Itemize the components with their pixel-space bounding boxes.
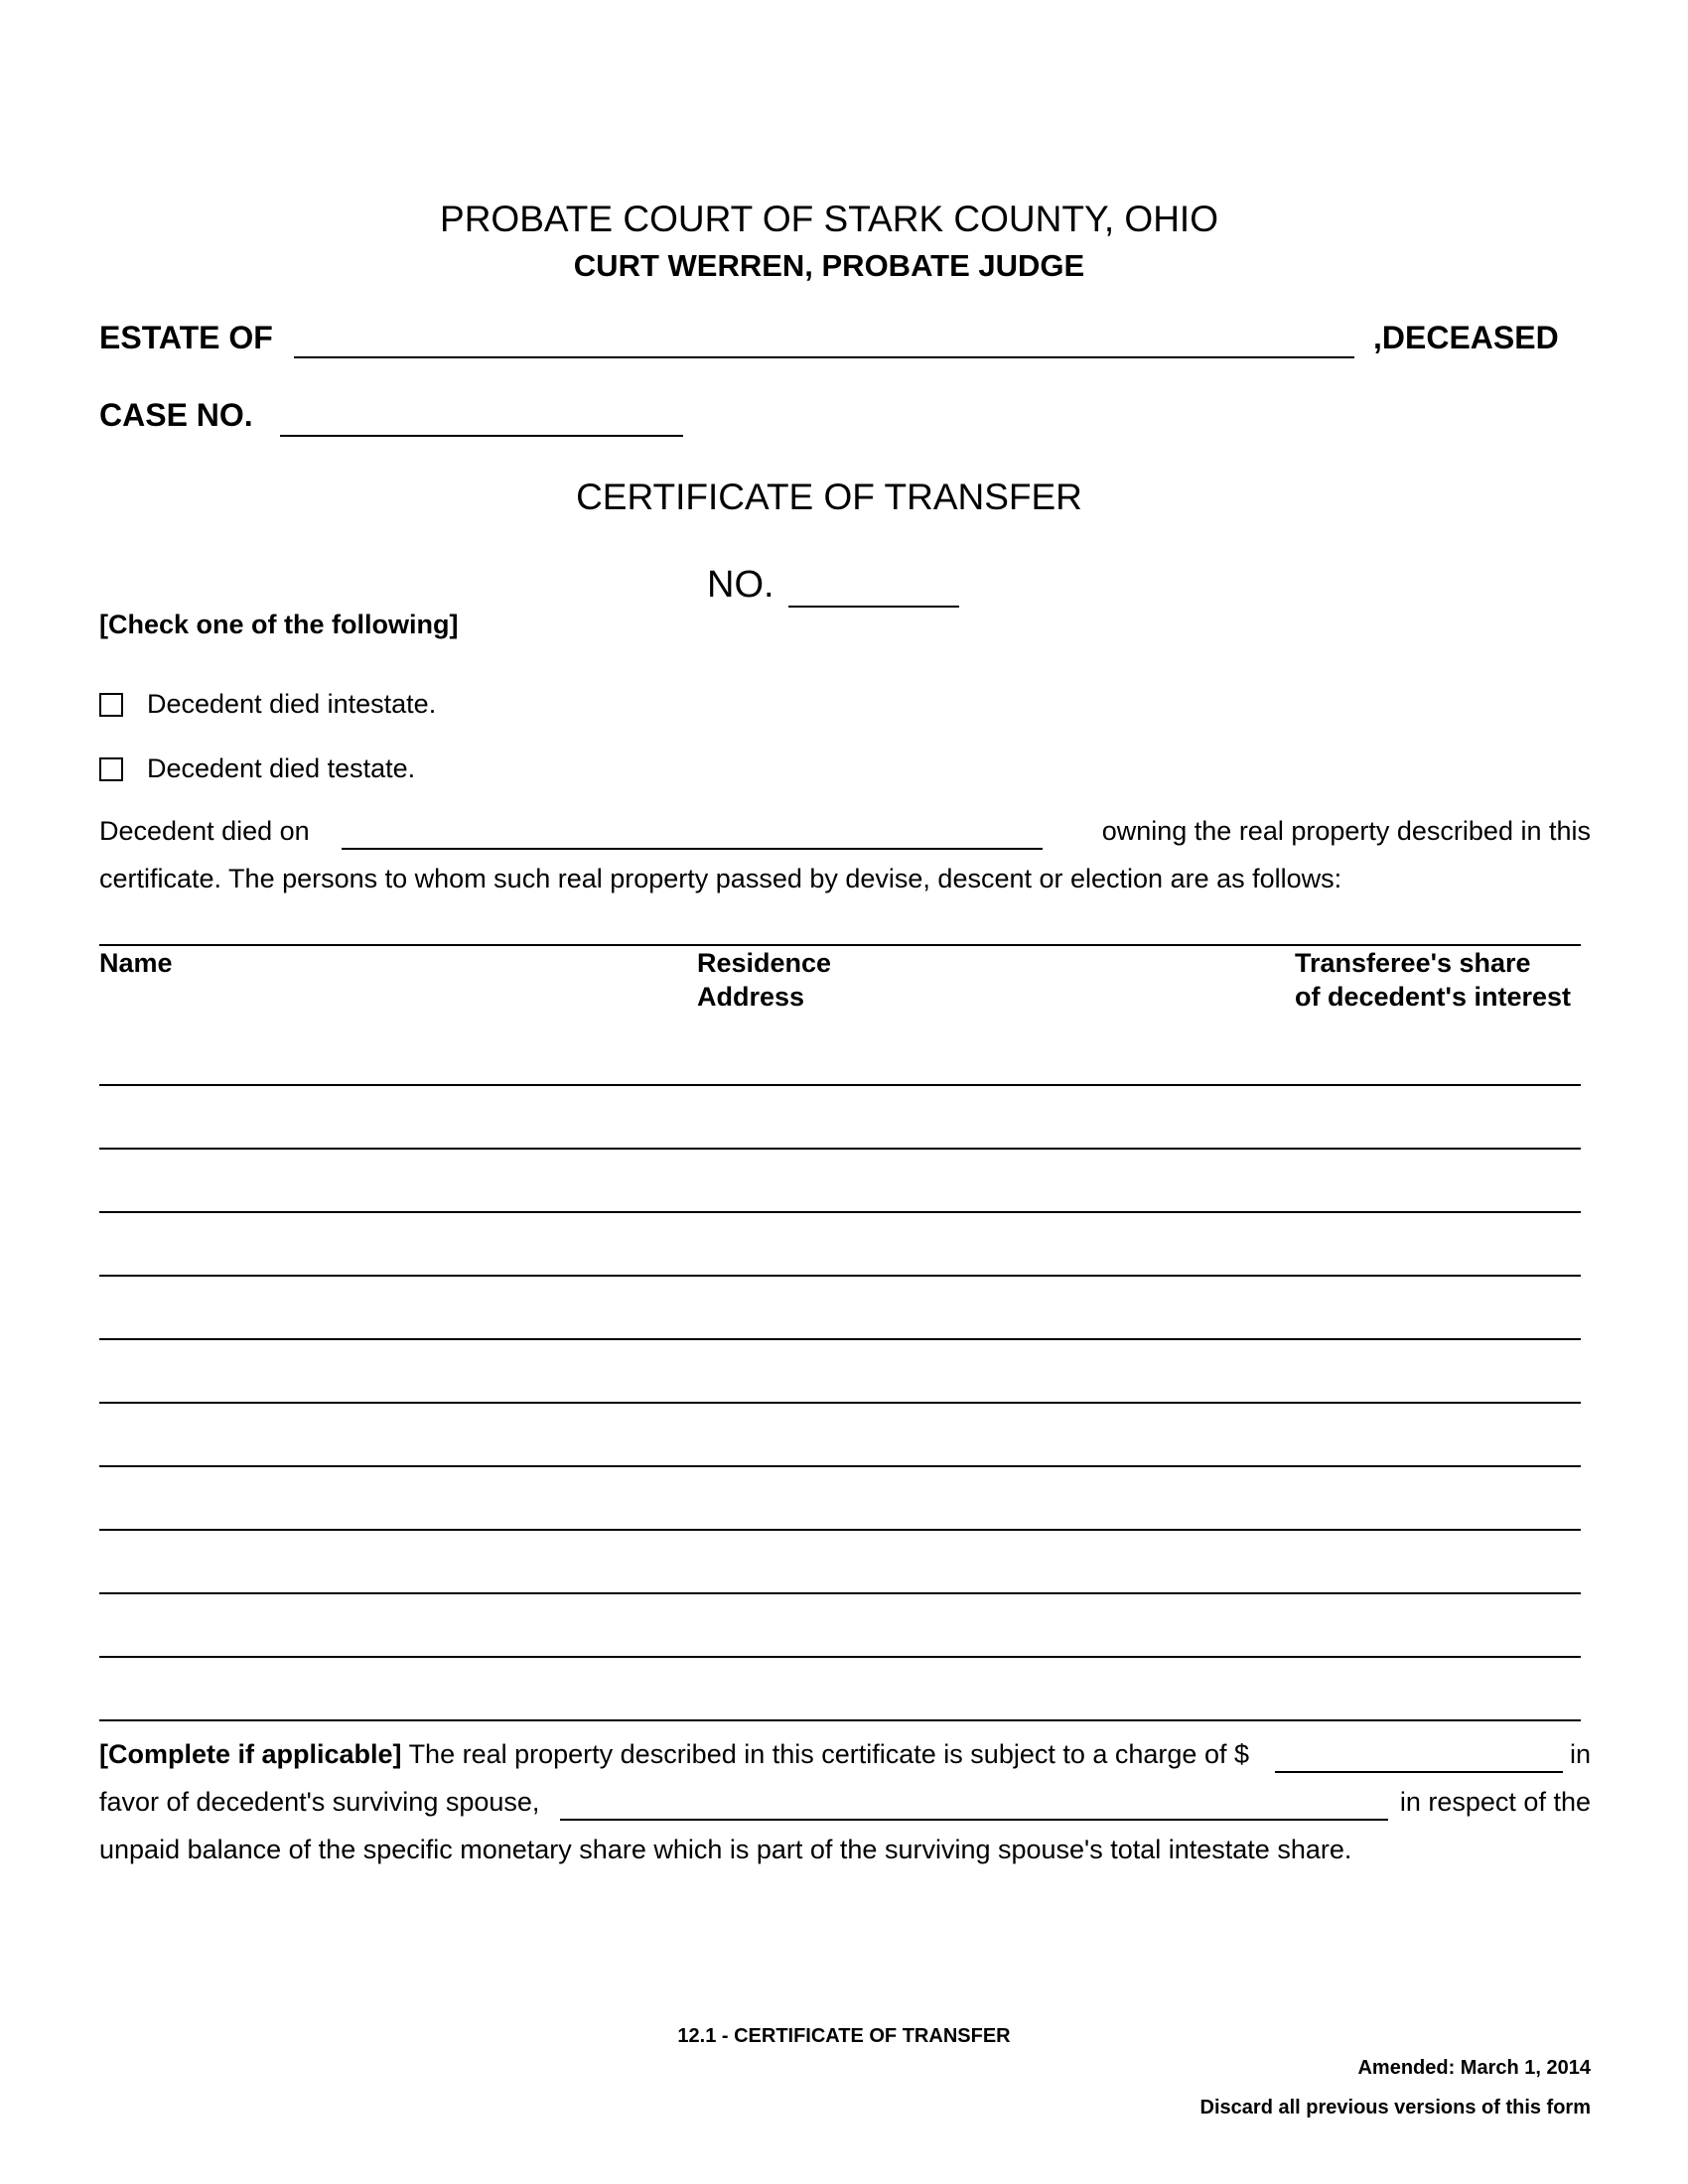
spouse-name-field[interactable] [560, 1785, 1388, 1819]
spouse-name-underline [560, 1819, 1388, 1821]
column-header-residence [697, 946, 831, 1014]
option-intestate[interactable] [99, 689, 436, 720]
certificate-number-underline [788, 606, 959, 608]
estate-label: ESTATE OF [99, 320, 273, 355]
charge-amount-field[interactable] [1275, 1737, 1563, 1771]
died-on-continuation: certificate. The persons to whom such real property passed by devise, descent or election are as follows: [99, 864, 1342, 893]
estate-name-field[interactable] [294, 320, 1354, 355]
table-row[interactable] [99, 1152, 1581, 1213]
table-row[interactable] [99, 1088, 1581, 1150]
form-footer-title: 12.1 - CERTIFICATE OF TRANSFER [677, 2025, 1011, 2047]
applicable-heading: [Complete if applicable] [99, 1739, 402, 1769]
estate-name-underline [294, 356, 1354, 358]
case-number-underline [280, 435, 683, 437]
share-header-line1: Transferee's share [1295, 948, 1531, 978]
charge-amount-underline [1275, 1771, 1563, 1773]
table-row[interactable] [99, 1342, 1581, 1404]
option-testate[interactable] [99, 753, 415, 784]
table-row[interactable] [99, 1279, 1581, 1340]
applicable-line-1 [99, 1739, 1249, 1770]
spouse-prefix: favor of decedent's surviving spouse, [99, 1787, 540, 1817]
column-header-name: Name [99, 948, 173, 978]
amended-date: Amended: March 1, 2014 [1357, 2057, 1591, 2079]
testate-checkbox[interactable] [99, 757, 123, 781]
applicable-line-3: unpaid balance of the specific monetary share which is part of the surviving spouse's total intestate share. [99, 1835, 1352, 1864]
death-date-underline [342, 848, 1043, 850]
table-row[interactable] [99, 1596, 1581, 1658]
check-instruction: [Check one of the following] [99, 610, 459, 639]
died-on-prefix: Decedent died on [99, 816, 310, 846]
discard-notice: Discard all previous versions of this form [1199, 2097, 1591, 2118]
deceased-label: ,DECEASED [1373, 320, 1559, 355]
intestate-label: Decedent died intestate. [147, 689, 437, 719]
case-number-field[interactable] [280, 397, 683, 433]
spouse-suffix: in respect of the [1399, 1787, 1591, 1817]
column-header-share [1295, 946, 1571, 1014]
charge-in-text: in [1569, 1739, 1591, 1769]
table-row[interactable] [99, 1215, 1581, 1277]
residence-header-line1: Residence [697, 948, 832, 978]
form-title: CERTIFICATE OF TRANSFER [576, 477, 1082, 517]
case-number-label: CASE NO. [99, 397, 253, 433]
table-row[interactable] [99, 1406, 1581, 1467]
table-row[interactable] [99, 1533, 1581, 1594]
testate-label: Decedent died testate. [147, 753, 416, 783]
certificate-number-label: NO. [707, 564, 774, 606]
death-date-field[interactable] [342, 814, 1043, 848]
table-row[interactable] [99, 1660, 1581, 1721]
certificate-number-field[interactable] [788, 566, 959, 604]
died-on-suffix: owning the real property described in this [1101, 816, 1591, 846]
intestate-checkbox[interactable] [99, 693, 123, 717]
table-row[interactable] [99, 1469, 1581, 1531]
table-row[interactable] [99, 1024, 1581, 1086]
judge-name: CURT WERREN, PROBATE JUDGE [573, 248, 1085, 283]
share-header-line2: of decedent's interest [1295, 982, 1571, 1012]
charge-text: The real property described in this certificate is subject to a charge of $ [408, 1739, 1249, 1769]
court-name: PROBATE COURT OF STARK COUNTY, OHIO [440, 199, 1218, 239]
residence-header-line2: Address [697, 982, 805, 1012]
